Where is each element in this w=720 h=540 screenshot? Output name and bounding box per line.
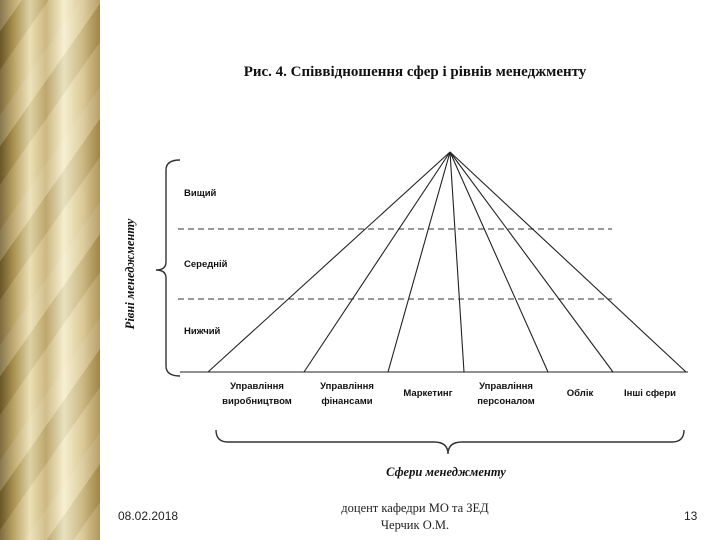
- spheres-brace: [216, 430, 684, 454]
- pyramid-ray-6: [450, 152, 613, 372]
- spheres-axis-label: Сфери менеджменту: [386, 465, 506, 479]
- page-number: 13: [684, 509, 698, 523]
- pyramid-ray-2: [304, 152, 450, 372]
- pyramid-ray-4: [450, 152, 464, 372]
- level-label-middle: Середній: [184, 259, 228, 270]
- sphere-other: Інші сфери: [624, 388, 676, 399]
- sphere-accounting: Облік: [566, 388, 594, 399]
- pyramid-ray-1: [208, 152, 450, 372]
- pyramid-ray-3: [388, 152, 450, 372]
- slide-title: Рис. 4. Співвідношення сфер і рівнів менеджменту: [243, 64, 587, 80]
- sphere-personnel-line2: персоналом: [477, 396, 535, 407]
- sphere-finance-line1: Управління: [320, 381, 374, 392]
- level-label-lower: Нижчий: [184, 326, 221, 337]
- sphere-personnel-line1: Управління: [479, 381, 533, 392]
- levels-axis-label: Рівні менеджменту: [123, 218, 137, 330]
- sphere-production-line2: виробництвом: [222, 396, 292, 407]
- sphere-finance-line2: фінансами: [321, 396, 373, 407]
- footer-date: 08.02.2018: [118, 509, 179, 523]
- sphere-production-line1: Управління: [230, 381, 284, 392]
- levels-brace: [156, 160, 180, 376]
- footer-author: [300, 500, 530, 534]
- pyramid-ray-5: [450, 152, 548, 372]
- pyramid-ray-7: [450, 152, 686, 372]
- footer-author-name: Черчик О.М.: [380, 518, 450, 532]
- footer-author-position: доцент кафедри МО та ЗЕД: [341, 501, 489, 515]
- sphere-marketing: Маркетинг: [403, 388, 453, 399]
- level-label-top: Вищий: [184, 188, 217, 199]
